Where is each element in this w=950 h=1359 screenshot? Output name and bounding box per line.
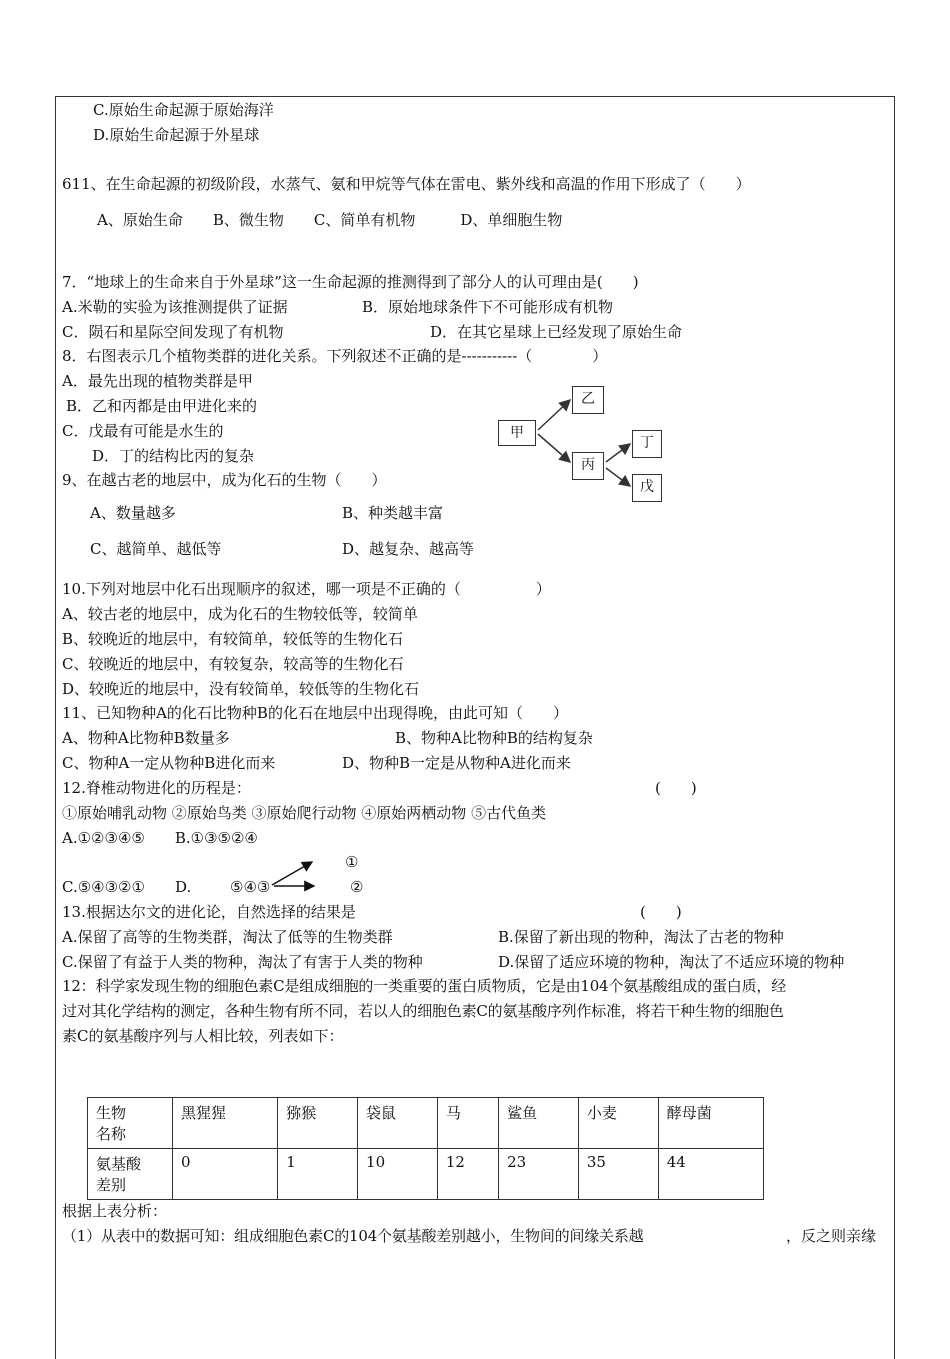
cytochrome-c-table [87, 1097, 764, 1200]
question-611-options: A、原始生命 B、微生物 C、简单有机物 D、单细胞生物 [97, 211, 563, 229]
q-option-c: C.原始生命起源于原始海洋 [93, 101, 274, 119]
branch-arrows [268, 858, 324, 892]
question-7-option-a: A.米勒的实验为该推测提供了证据 [62, 298, 288, 316]
option-d-sequence: ⑤④③ [230, 878, 271, 896]
question-9-option-d: D、越复杂、越高等 [342, 540, 475, 558]
question-12b-line1: 12：科学家发现生物的细胞色素C是组成细胞的一类重要的蛋白质物质，它是由104个氨基酸组成的蛋白质，经 [62, 977, 786, 995]
analysis-q1-tail: ，反之则亲缘 [786, 1227, 877, 1245]
table-row-names [88, 1098, 764, 1149]
table-cell: 小麦 [578, 1098, 658, 1149]
question-13-option-a: A.保留了高等的生物类群，淘汰了低等的生物类群 [62, 928, 393, 946]
question-10-option-d: D、较晚近的地层中，没有较简单，较低等的生物化石 [62, 680, 420, 698]
question-8-option-d: D．丁的结构比丙的复杂 [92, 447, 255, 465]
question-12: 12.脊椎动物进化的历程是： [62, 779, 251, 797]
node-jia: 甲 [498, 420, 536, 446]
question-9: 9、在越古老的地层中，成为化石的生物（ ） [62, 471, 387, 489]
table-cell: 生物 名称 [88, 1098, 173, 1149]
table-cell: 马 [437, 1098, 498, 1149]
question-13-option-b: B.保留了新出现的物种，淘汰了古老的物种 [498, 928, 784, 946]
question-11-option-c: C、物种A一定从物种B进化而来 [62, 754, 276, 772]
question-12-options-cd: C.⑤④③②① D. [62, 878, 192, 896]
question-12-options-ab: A.①②③④⑤ B.①③⑤②④ [62, 829, 258, 847]
question-8-option-a: A．最先出现的植物类群是甲 [62, 372, 253, 390]
question-13-option-d: D.保留了适应环境的物种，淘汰了不适应环境的物种 [498, 953, 845, 971]
table-cell: 35 [578, 1149, 658, 1200]
table-cell: 44 [658, 1149, 763, 1200]
table-cell: 酵母菌 [658, 1098, 763, 1149]
table-cell: 鲨鱼 [499, 1098, 579, 1149]
question-13-option-c: C.保留了有益于人类的物种，淘汰了有害于人类的物种 [62, 953, 423, 971]
analysis-heading: 根据上表分析： [62, 1202, 168, 1220]
question-11: 11、已知物种A的化石比物种B的化石在地层中出现得晚，由此可知（ ） [62, 704, 568, 722]
question-8-option-b: B．乙和丙都是由甲进化来的 [66, 397, 258, 415]
question-10-option-c: C、较晚近的地层中，有较复杂，较高等的生物化石 [62, 655, 404, 673]
branch-2-label: ② [350, 878, 364, 896]
table-cell: 黑猩猩 [173, 1098, 278, 1149]
question-11-option-b: B、物种A比物种B的结构复杂 [395, 729, 593, 747]
question-13-bracket: ( ) [640, 903, 682, 921]
question-11-option-d: D、物种B一定是从物种A进化而来 [342, 754, 571, 772]
question-12-bracket: ( ) [655, 779, 697, 797]
question-8: 8．右图表示几个植物类群的进化关系。下列叙述不正确的是-----------（ ） [62, 347, 608, 365]
q-option-d: D.原始生命起源于外星球 [93, 126, 260, 144]
question-12-items: ①原始哺乳动物 ②原始鸟类 ③原始爬行动物 ④原始两栖动物 ⑤古代鱼类 [62, 804, 547, 822]
question-10-option-a: A、较古老的地层中，成为化石的生物较低等，较简单 [62, 605, 418, 623]
node-yi: 乙 [572, 386, 604, 414]
question-8-option-c: C．戊最有可能是水生的 [62, 422, 224, 440]
table-cell: 1 [278, 1149, 358, 1200]
question-10: 10.下列对地层中化石出现顺序的叙述，哪一项是不正确的（ ） [62, 580, 551, 598]
question-7: 7．“地球上的生命来自于外星球”这一生命起源的推测得到了部分人的认可理由是( ) [62, 273, 639, 291]
branch-1-label: ① [345, 853, 359, 871]
table-cell: 0 [173, 1149, 278, 1200]
table-cell: 氨基酸 差别 [88, 1149, 173, 1200]
table-cell: 10 [358, 1149, 438, 1200]
question-7-option-c: C．陨石和星际空间发现了有机物 [62, 323, 284, 341]
analysis-q1: （1）从表中的数据可知：组成细胞色素C的104个氨基酸差别越小，生物间的间缘关系越 [62, 1227, 644, 1245]
table-row-differences [88, 1149, 764, 1200]
question-7-option-d: D．在其它星球上已经发现了原始生命 [430, 323, 683, 341]
table-cell: 12 [437, 1149, 498, 1200]
table-cell: 猕猴 [278, 1098, 358, 1149]
question-611: 611、在生命起源的初级阶段，水蒸气、氨和甲烷等气体在雷电、紫外线和高温的作用下形成了（ ） [62, 175, 751, 193]
table-cell: 袋鼠 [358, 1098, 438, 1149]
question-9-option-a: A、数量越多 [90, 504, 176, 522]
question-12b-line2: 过对其化学结构的测定，各种生物有所不同，若以人的细胞色素C的氨基酸序列作标准，将若干种生物的细胞色 [62, 1002, 784, 1020]
table-cell: 23 [499, 1149, 579, 1200]
question-12b-line3: 素C的氨基酸序列与人相比较，列表如下： [62, 1027, 344, 1045]
question-7-option-b: B．原始地球条件下不可能形成有机物 [362, 298, 614, 316]
node-ding: 丁 [632, 430, 662, 458]
plant-evolution-diagram [490, 378, 666, 506]
question-9-option-b: B、种类越丰富 [342, 504, 444, 522]
question-9-option-c: C、越简单、越低等 [90, 540, 222, 558]
node-bing: 丙 [572, 452, 604, 480]
question-13: 13.根据达尔文的进化论，自然选择的结果是 [62, 903, 356, 921]
question-10-option-b: B、较晚近的地层中，有较简单，较低等的生物化石 [62, 630, 404, 648]
question-11-option-a: A、物种A比物种B数量多 [62, 729, 230, 747]
node-wu: 戊 [632, 474, 662, 502]
